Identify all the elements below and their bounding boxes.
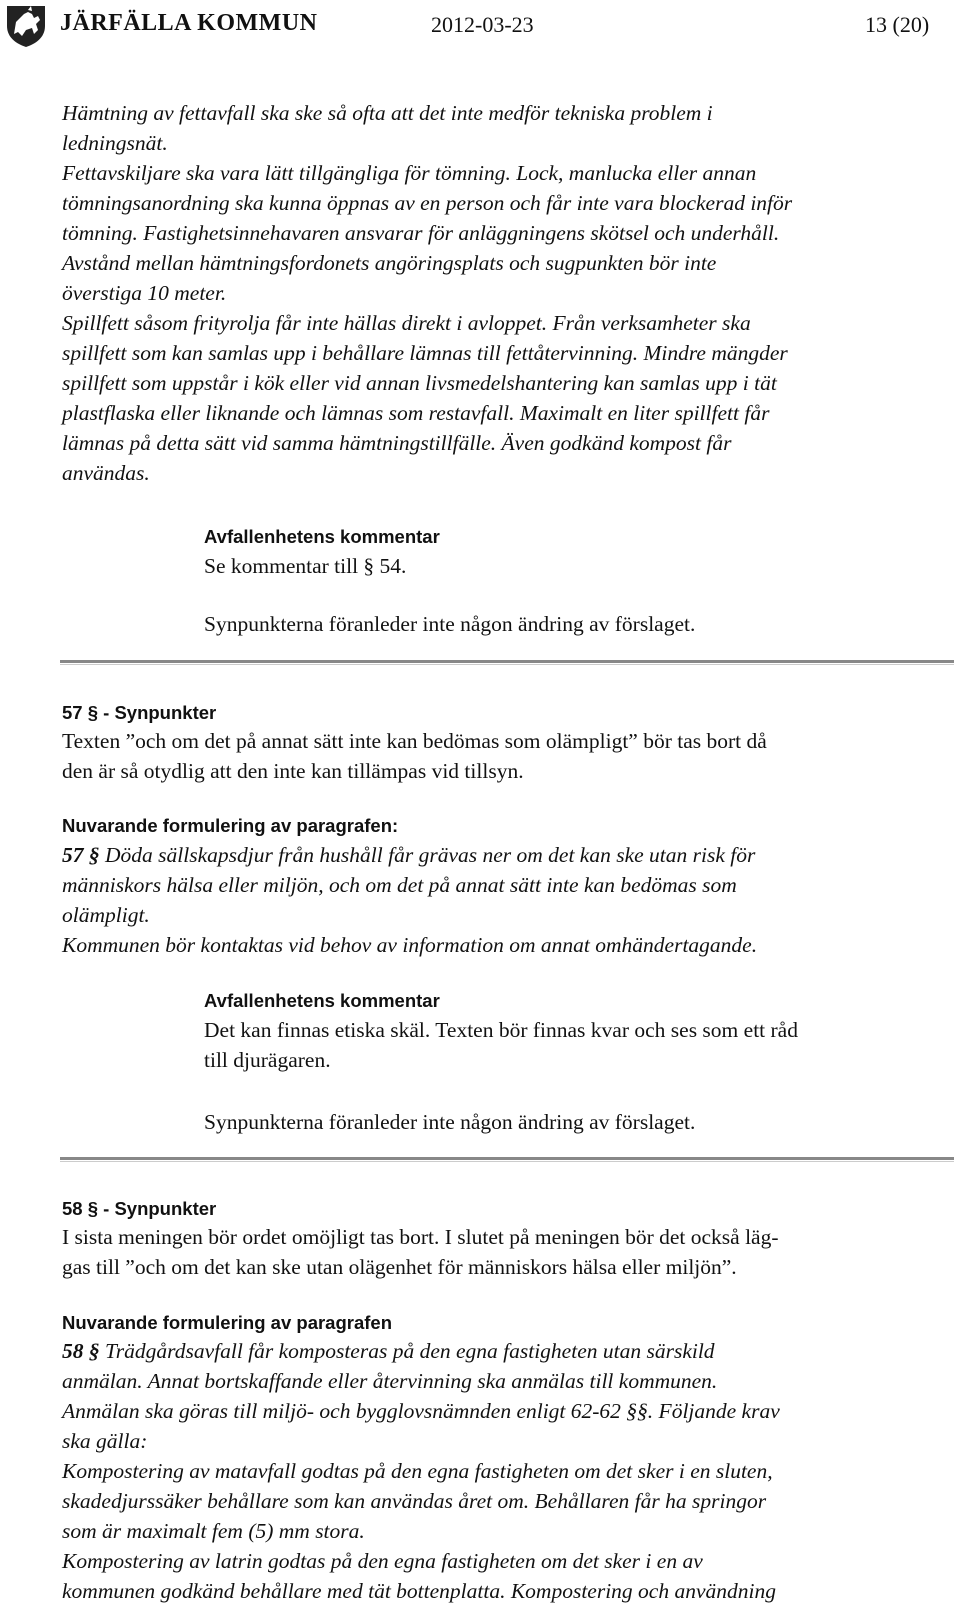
text-line: plastflaska eller liknande och lämnas som restavfall. Maximalt en liter spillfett får [62,401,770,425]
section-57-body [62,726,950,786]
comment-text: Se kommentar till § 54. [204,554,407,578]
comment-conclusion: Synpunkterna föranleder inte någon ändring av förslaget. [204,612,696,636]
text-line: gas till ”och om det kan ske utan olägenhet för människors hälsa eller miljön”. [62,1255,737,1279]
section-58-body [62,1222,950,1282]
text-line: överstiga 10 meter. [62,281,227,305]
comment-text [204,1015,944,1075]
text-line: tömningsanordning ska kunna öppnas av en person och får inte vara blockerad inför [62,191,793,215]
section-divider [60,1157,954,1160]
section-58-current-text [62,1336,950,1606]
text-line: ledningsnät. [62,131,168,155]
text-line: Fettavskiljare ska vara lätt tillgängliga för tömning. Lock, manlucka eller annan [62,161,757,185]
text-line: Kompostering av latrin godtas på den egna fastigheten om det sker i en av [62,1549,703,1573]
text-line: ska gälla: [62,1429,148,1453]
comment-heading: Avfallenhetens kommentar [204,526,440,547]
text-line: 57 § Döda sällskapsdjur från hushåll får grävas ner om det kan ske utan risk för [62,843,756,867]
text-line: Hämtning av fettavfall ska ske så ofta att det inte medför tekniska problem i [62,101,713,125]
text-line: människors hälsa eller miljön, och om det på annat sätt inte kan bedömas som [62,873,737,897]
organization-name: JÄRFÄLLA KOMMUN [60,10,318,36]
section-57-heading: 57 § - Synpunkter [62,702,217,723]
page-number: 13 (20) [865,12,930,37]
intro-paragraph [62,98,950,488]
text-line: kommunen godkänd behållare med tät bottenplatta. Kompostering och användning [62,1579,776,1603]
text-line: skadedjurssäker behållare som kan användas året om. Behållaren får ha springor [62,1489,767,1513]
paragraph-number: 58 § [62,1339,100,1363]
text-line: som är maximalt fem (5) mm stora. [62,1519,365,1543]
section-divider [60,660,954,663]
text-line: lämnas på detta sätt vid samma hämtningstillfälle. Även godkänd kompost får [62,431,732,455]
text-line: Kompostering av matavfall godtas på den egna fastigheten om det sker i en sluten, [62,1459,773,1483]
comment-conclusion: Synpunkterna föranleder inte någon ändring av förslaget. [204,1110,696,1134]
section-57-current-text [62,840,950,960]
comment-heading: Avfallenhetens kommentar [204,990,440,1011]
text-line: till djurägaren. [204,1048,331,1072]
text-line: spillfett som uppstår i kök eller vid annan livsmedelshantering kan samlas upp i tät [62,371,777,395]
text-line: I sista meningen bör ordet omöjligt tas bort. I slutet på meningen bör det också läg- [62,1225,779,1249]
text-line: anmälan. Annat bortskaffande eller återvinning ska anmälas till kommunen. [62,1369,718,1393]
text-line: spillfett som kan samlas upp i behållare lämnas till fettåtervinning. Mindre mängder [62,341,788,365]
text-line: tömning. Fastighetsinnehavaren ansvarar för anläggningens skötsel och underhåll. [62,221,780,245]
municipal-crest-icon [4,4,48,48]
section-57-current-heading: Nuvarande formulering av paragrafen: [62,815,399,836]
section-58-current-heading: Nuvarande formulering av paragrafen [62,1312,393,1333]
document-date: 2012-03-23 [431,12,534,37]
text-line: Avstånd mellan hämtningsfordonets angöringsplats och sugpunkten bör inte [62,251,717,275]
text-line: 58 § Trädgårdsavfall får komposteras på den egna fastigheten utan särskild [62,1339,715,1363]
text-line: Kommunen bör kontaktas vid behov av information om annat omhändertagande. [62,933,758,957]
paragraph-number: 57 § [62,843,100,867]
text-line: Texten ”och om det på annat sätt inte kan bedömas som olämpligt” bör tas bort då [62,729,767,753]
text-line: användas. [62,461,150,485]
text-line: den är så otydlig att den inte kan tillämpas vid tillsyn. [62,759,524,783]
text-line: Det kan finnas etiska skäl. Texten bör finnas kvar och ses som ett råd [204,1018,798,1042]
section-58-heading: 58 § - Synpunkter [62,1198,217,1219]
text-line: Anmälan ska göras till miljö- och bygglovsnämnden enligt 62-62 §§. Följande krav [62,1399,780,1423]
text-line: olämpligt. [62,903,150,927]
text-line: Spillfett såsom frityrolja får inte hällas direkt i avloppet. Från verksamheter ska [62,311,751,335]
